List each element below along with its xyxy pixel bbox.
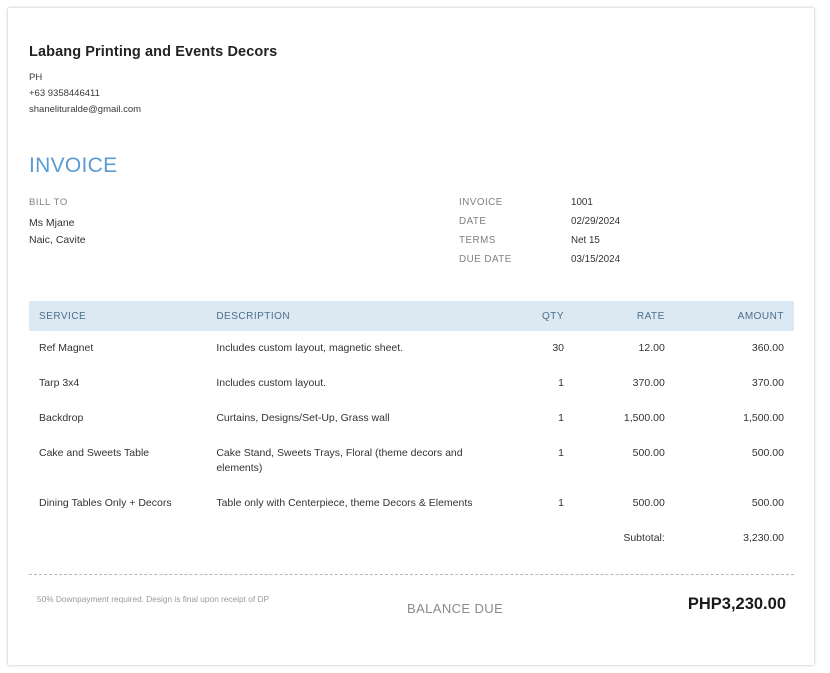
cell-amount: 500.00: [751, 497, 784, 509]
column-header-rate: RATE: [572, 301, 673, 331]
column-header-service: SERVICE: [29, 301, 208, 331]
meta-value-invoice: 1001: [571, 197, 593, 208]
cell-service: Tarp 3x4: [39, 377, 80, 389]
cell-description: Curtains, Designs/Set-Up, Grass wall: [216, 412, 390, 424]
table-row: [29, 486, 794, 521]
table-row: [29, 436, 794, 486]
company-country: PH: [29, 72, 43, 83]
invoice-content: [29, 44, 794, 635]
meta-label-due-date: DUE DATE: [459, 254, 512, 265]
meta-value-terms: Net 15: [571, 235, 600, 246]
cell-rate: 12.00: [638, 342, 665, 354]
cell-amount: 370.00: [751, 377, 784, 389]
cell-qty: 1: [558, 447, 564, 459]
meta-row-date: [459, 216, 620, 235]
cell-description: Includes custom layout, magnetic sheet.: [216, 342, 404, 354]
cell-rate: 1,500.00: [623, 412, 665, 424]
cell-service: Dining Tables Only + Decors: [39, 497, 172, 509]
cell-description: Cake Stand, Sweets Trays, Floral (theme decors and elements): [216, 447, 463, 474]
meta-label-date: DATE: [459, 216, 487, 227]
cell-service: Cake and Sweets Table: [39, 447, 150, 459]
meta-value-date: 02/29/2024: [571, 216, 621, 227]
column-header-qty: QTY: [500, 301, 572, 331]
cell-qty: 1: [558, 412, 564, 424]
line-items-table: [29, 301, 794, 556]
footer-divider: [29, 574, 794, 575]
invoice-details-table: [459, 197, 620, 273]
table-row: [29, 401, 794, 436]
meta-row-due-date: [459, 254, 620, 273]
subtotal-label: Subtotal:: [623, 532, 665, 544]
cell-rate: 500.00: [632, 497, 665, 509]
cell-rate: 370.00: [632, 377, 665, 389]
cell-rate: 500.00: [632, 447, 665, 459]
bill-to-block: [29, 197, 459, 273]
meta-row-terms: [459, 235, 620, 254]
meta-label-terms: TERMS: [459, 235, 496, 246]
meta-value-due-date: 03/15/2024: [571, 254, 621, 265]
payment-note: 50% Downpayment required. Design is final upon receipt of DP: [37, 594, 269, 604]
column-header-description: DESCRIPTION: [208, 301, 500, 331]
company-phone: +63 9358446411: [29, 88, 100, 99]
column-header-amount: AMOUNT: [673, 301, 794, 331]
invoice-meta-row: [29, 197, 794, 273]
table-row: [29, 331, 794, 366]
invoice-footer: [29, 589, 794, 635]
subtotal-value: 3,230.00: [743, 532, 784, 544]
cell-qty: 1: [558, 497, 564, 509]
subtotal-row: [29, 521, 794, 556]
meta-row-invoice: [459, 197, 620, 216]
balance-due-label: BALANCE DUE: [407, 601, 504, 616]
cell-amount: 360.00: [751, 342, 784, 354]
cell-qty: 30: [552, 342, 564, 354]
company-name: Labang Printing and Events Decors: [29, 44, 278, 60]
cell-description: Table only with Centerpiece, theme Decors & Elements: [216, 497, 473, 509]
cell-amount: 500.00: [751, 447, 784, 459]
page-title: INVOICE: [29, 154, 118, 177]
table-row: [29, 366, 794, 401]
bill-to-address: Naic, Cavite: [29, 234, 86, 246]
invoice-page: [8, 8, 814, 665]
cell-description: Includes custom layout.: [216, 377, 327, 389]
bill-to-name: Ms Mjane: [29, 217, 75, 229]
cell-service: Backdrop: [39, 412, 84, 424]
balance-due-value: PHP3,230.00: [687, 595, 786, 613]
cell-qty: 1: [558, 377, 564, 389]
bill-to-label: BILL TO: [29, 197, 68, 208]
cell-service: Ref Magnet: [39, 342, 94, 354]
table-header-row: [29, 301, 794, 331]
company-email: shanelituralde@gmail.com: [29, 104, 142, 115]
cell-amount: 1,500.00: [743, 412, 784, 424]
meta-label-invoice: INVOICE: [459, 197, 503, 208]
